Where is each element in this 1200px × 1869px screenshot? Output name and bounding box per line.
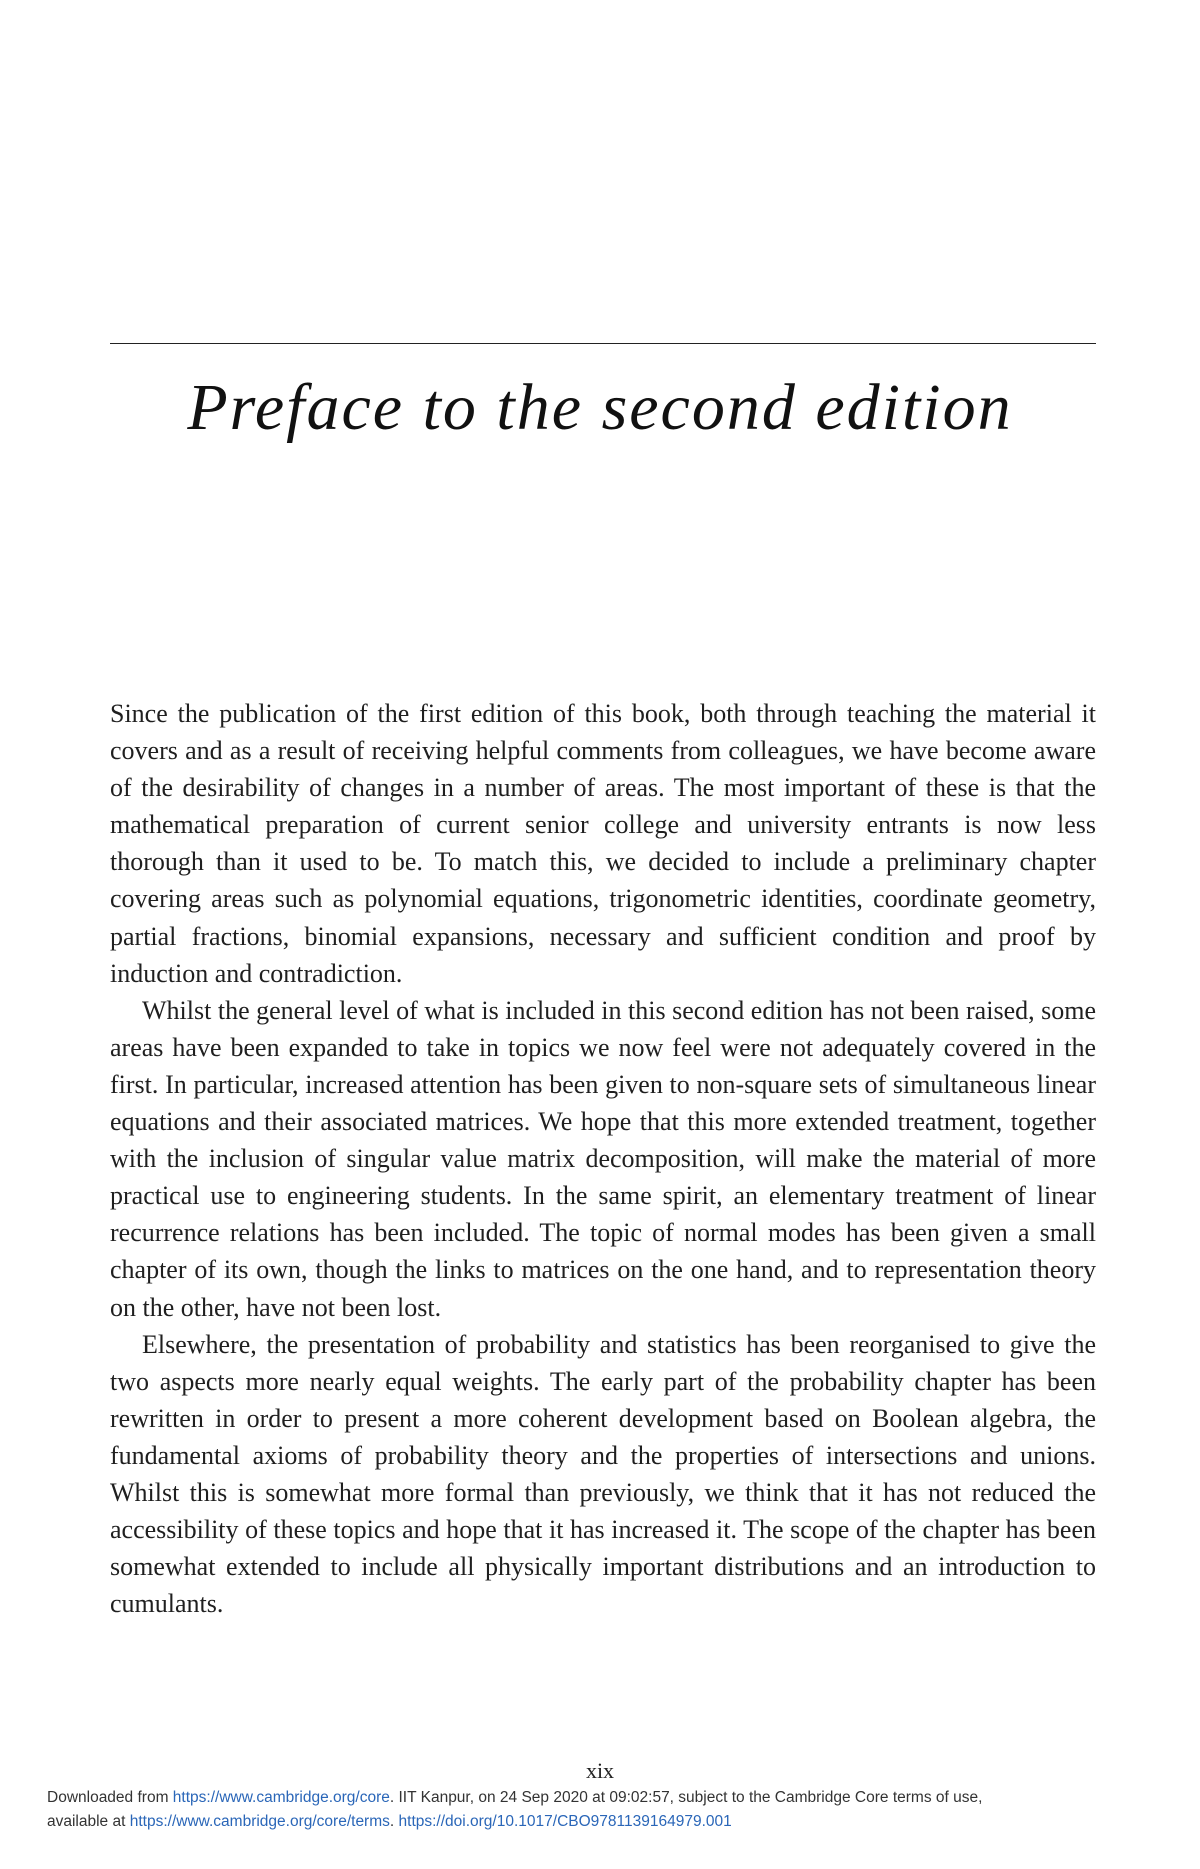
paragraph: Elsewhere, the presentation of probability and statistics has been reorganised to give the two aspects more nearly equal weights. The early part of the probability chapter has been rewritten in order to present a more coherent development based on Boolean algebra, the fundamental axioms of probability theory and the properties of intersections and unions. Whilst this is somewhat more formal than previously, we think that it has not reduced the accessibility of these topics and hope that it has increased it. The scope of the chapter has been somewhat extended to include all physically important distributions and an introduction to cumulants. xyxy=(110,1329,1096,1619)
preface-body xyxy=(110,695,1096,1622)
page-number: xix xyxy=(585,1758,615,1783)
terms-link[interactable]: https://www.cambridge.org/core/terms xyxy=(129,1813,390,1830)
link-separator: . xyxy=(389,1813,399,1830)
page-title: Preface to the second edition xyxy=(187,371,1013,444)
cambridge-core-link[interactable]: https://www.cambridge.org/core xyxy=(172,1789,390,1806)
doi-link[interactable]: https://doi.org/10.1017/CBO9781139164979.001 xyxy=(398,1813,732,1830)
title-rule xyxy=(110,343,1096,344)
available-at-label: available at xyxy=(47,1813,130,1830)
paragraph: Whilst the general level of what is included in this second edition has not been raised, some areas have been expanded to take in topics we now feel were not adequately covered in the first. In particular, increased attention has been given to non-square sets of simultaneous linear equations and their associated matrices. We hope that this more extended treatment, together with the inclusion of singular value matrix decomposition, will make the material of more practical use to engineering students. In the same spirit, an elementary treatment of linear recurrence relations has been included. The topic of normal modes has been given a small chapter of its own, though the links to matrices on the one hand, and to representation theory on the other, have not been lost. xyxy=(110,995,1096,1322)
download-notice-line-2 xyxy=(47,1810,732,1834)
download-prefix: Downloaded from xyxy=(47,1789,173,1806)
paragraph: Since the publication of the first edition of this book, both through teaching the material it covers and as a result of receiving helpful comments from colleagues, we have become aware of the desirability of changes in a number of areas. The most important of these is that the mathematical preparation of current senior college and university entrants is now less thorough than it used to be. To match this, we decided to include a preliminary chapter covering areas such as polynomial equations, trigonometric identities, coordinate geometry, partial fractions, binomial expansions, necessary and sufficient condition and proof by induction and contradiction. xyxy=(110,699,1096,988)
download-notice-line-1 xyxy=(47,1786,982,1810)
download-details: . IIT Kanpur, on 24 Sep 2020 at 09:02:57, subject to the Cambridge Core terms of use, xyxy=(389,1789,983,1806)
